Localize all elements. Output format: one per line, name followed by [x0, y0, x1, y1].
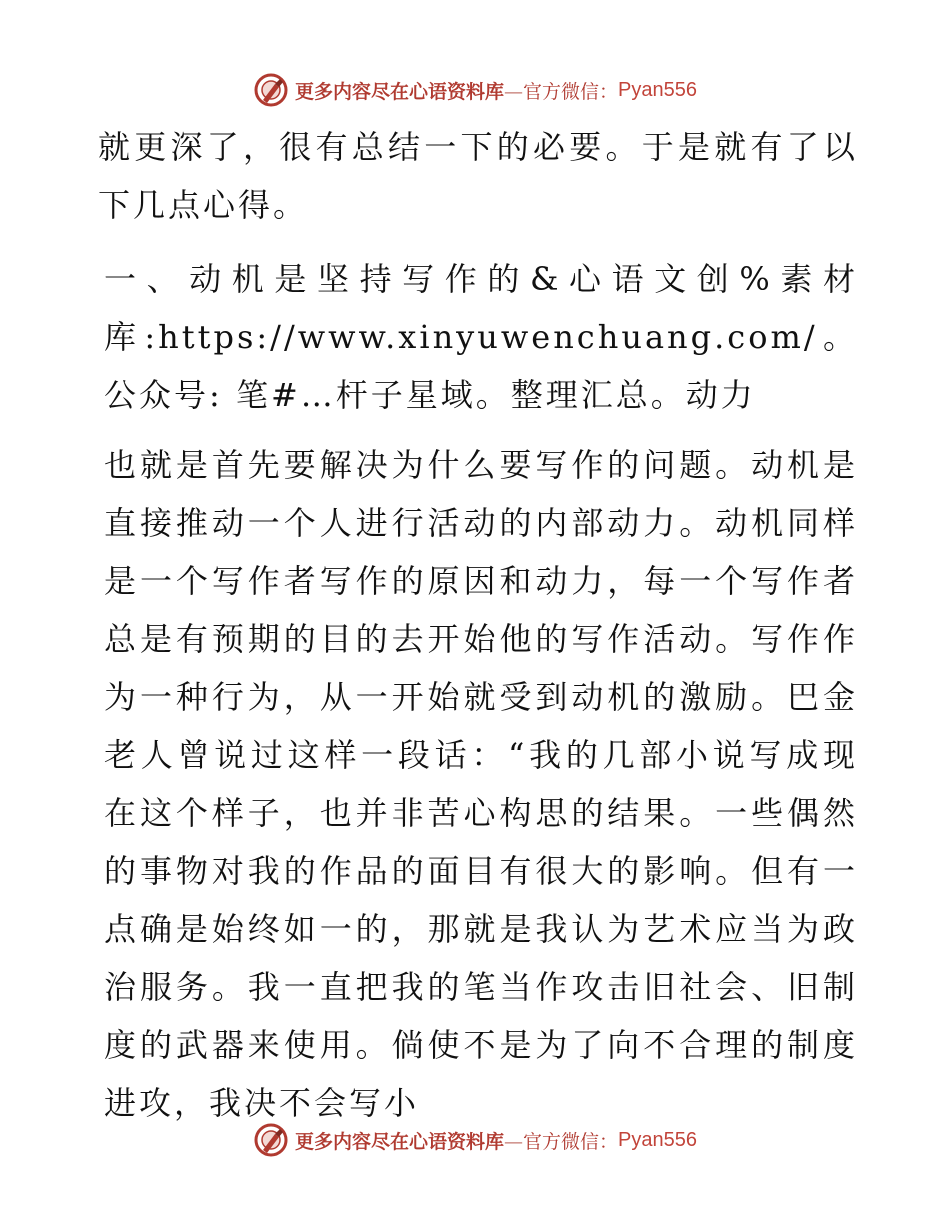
paragraph-continuation: 就更深了，很有总结一下的必要。于是就有了以下几点心得。 [98, 128, 858, 224]
header-banner-text [295, 77, 618, 104]
footer-banner-text [295, 1127, 618, 1154]
document-body [98, 118, 858, 1132]
header-banner [0, 70, 950, 110]
header-banner-main: 更多内容尽在心语资料库 [295, 80, 505, 103]
section-heading-motivation: 一、动机是坚持写作的&心语文创%素材库:https://www.xinyuwenchuang.com/。公众号: 笔#…杆子星域。整理汇总。动力 [104, 260, 858, 414]
footer-banner [0, 1120, 950, 1160]
pen-nib-logo-icon [253, 72, 289, 108]
footer-wechat-id: Pyan556 [618, 1128, 697, 1151]
header-banner-wechat-label: 官方微信： [523, 80, 619, 103]
header-banner-dash: — [504, 80, 524, 103]
footer-banner-wechat-label: 官方微信： [523, 1130, 619, 1153]
footer-banner-dash: — [504, 1130, 524, 1153]
paragraph-motivation-body: 也就是首先要解决为什么要写作的问题。动机是直接推动一个人进行活动的内部动力。动机同样是一个写作者写作的原因和动力，每一个写作者总是有预期的目的去开始他的写作活动。写作作为一种行为，从一开始就受到动机的激励。巴金老人曾说过这样一段话：“我的几部小说写成现在这个样子，也并非苦心构思的结果。一些偶然的事物对我的作品的面目有很大的影响。但有一点确是始终如一的，那就是我认为艺术应当为政治服务。我一直把我的笔当作攻击旧社会、旧制度的武器来使用。倘使不是为了向不合理的制度进攻，我决不会写小 [104, 446, 858, 1122]
footer-banner-main: 更多内容尽在心语资料库 [295, 1130, 505, 1153]
header-wechat-id: Pyan556 [618, 78, 697, 101]
pen-nib-logo-icon [253, 1122, 289, 1158]
